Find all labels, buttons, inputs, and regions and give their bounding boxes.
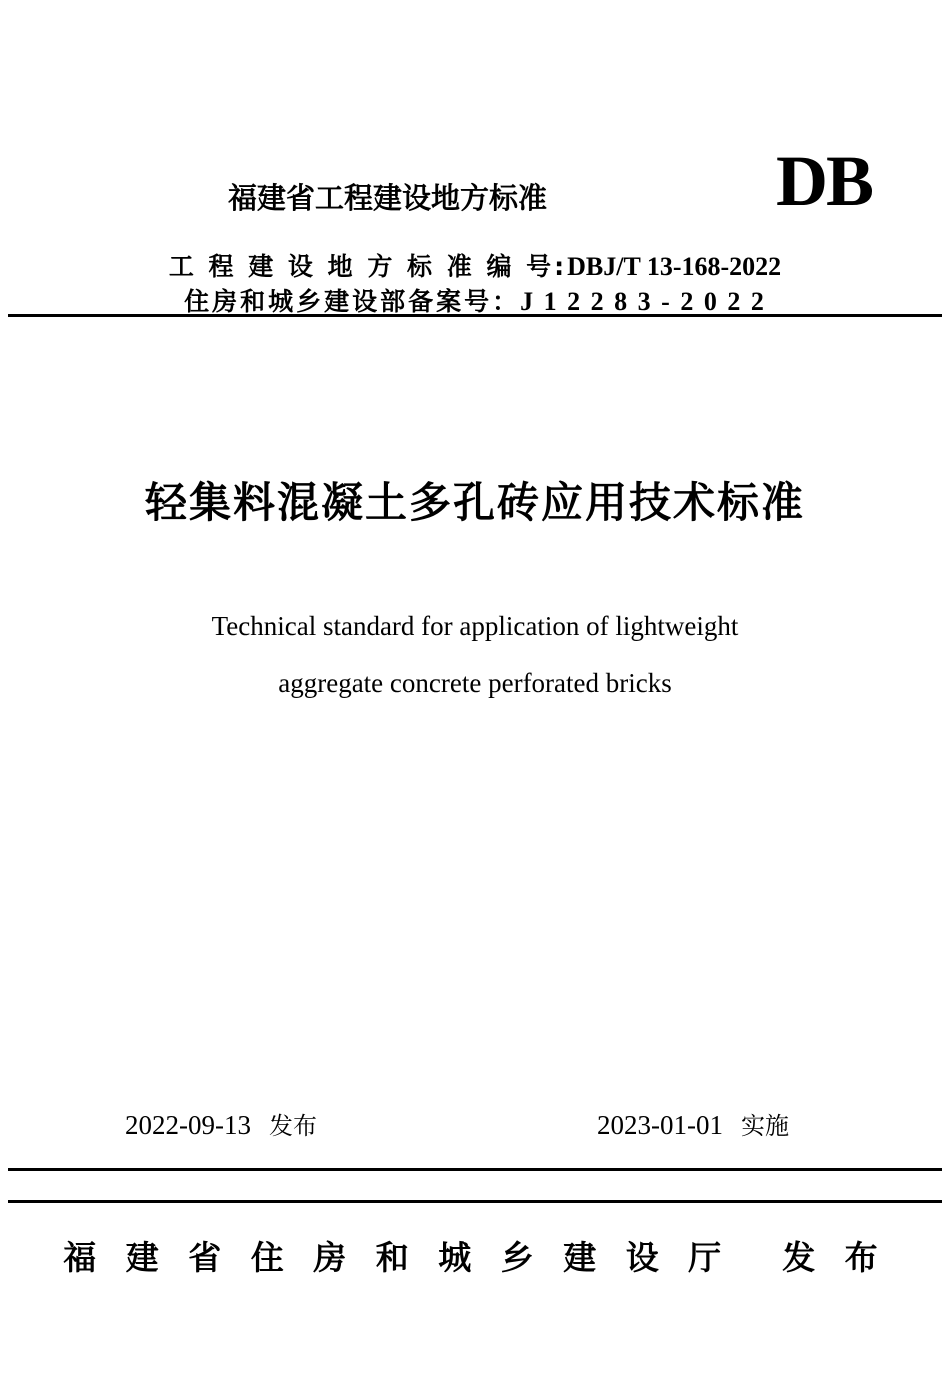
page-title: 轻集料混凝土多孔砖应用技术标准 <box>144 478 805 527</box>
standard-code-label: 工 程 建 设 地 方 标 准 编 号: <box>168 252 568 281</box>
filing-number-label: 住房和城乡建设部备案号： <box>184 287 521 316</box>
filing-number-value: J 1 2 2 8 3 - 2 0 2 2 <box>520 287 766 316</box>
header-block <box>0 0 950 314</box>
publisher-line <box>0 1232 950 1279</box>
divider-bottom <box>8 1200 942 1203</box>
standard-series-title: 福建省工程建设地方标准 <box>228 181 548 215</box>
filing-number-line <box>0 282 950 318</box>
page-subtitle-line-2: aggregate concrete perforated bricks <box>278 668 672 698</box>
db-logo: DB <box>775 141 872 221</box>
publisher-action: 发 布 <box>782 1238 887 1277</box>
divider-top <box>8 314 942 317</box>
standard-code-line <box>0 247 950 283</box>
effective-date-group <box>597 1106 789 1141</box>
page-subtitle-line-1: Technical standard for application of lightweight <box>211 611 739 641</box>
standard-code-value: DBJ/T 13-168-2022 <box>567 252 782 281</box>
effective-date-value: 2023-01-01 <box>597 1110 723 1140</box>
divider-middle <box>8 1168 942 1171</box>
effective-date-label: 实施 <box>740 1112 789 1140</box>
issue-date-group <box>125 1106 317 1141</box>
issue-date-value: 2022-09-13 <box>125 1110 251 1140</box>
publisher-organization: 福 建 省 住 房 和 城 乡 建 设 厅 <box>63 1238 731 1277</box>
dates-row <box>0 1106 950 1150</box>
issue-date-label: 发布 <box>268 1112 317 1140</box>
